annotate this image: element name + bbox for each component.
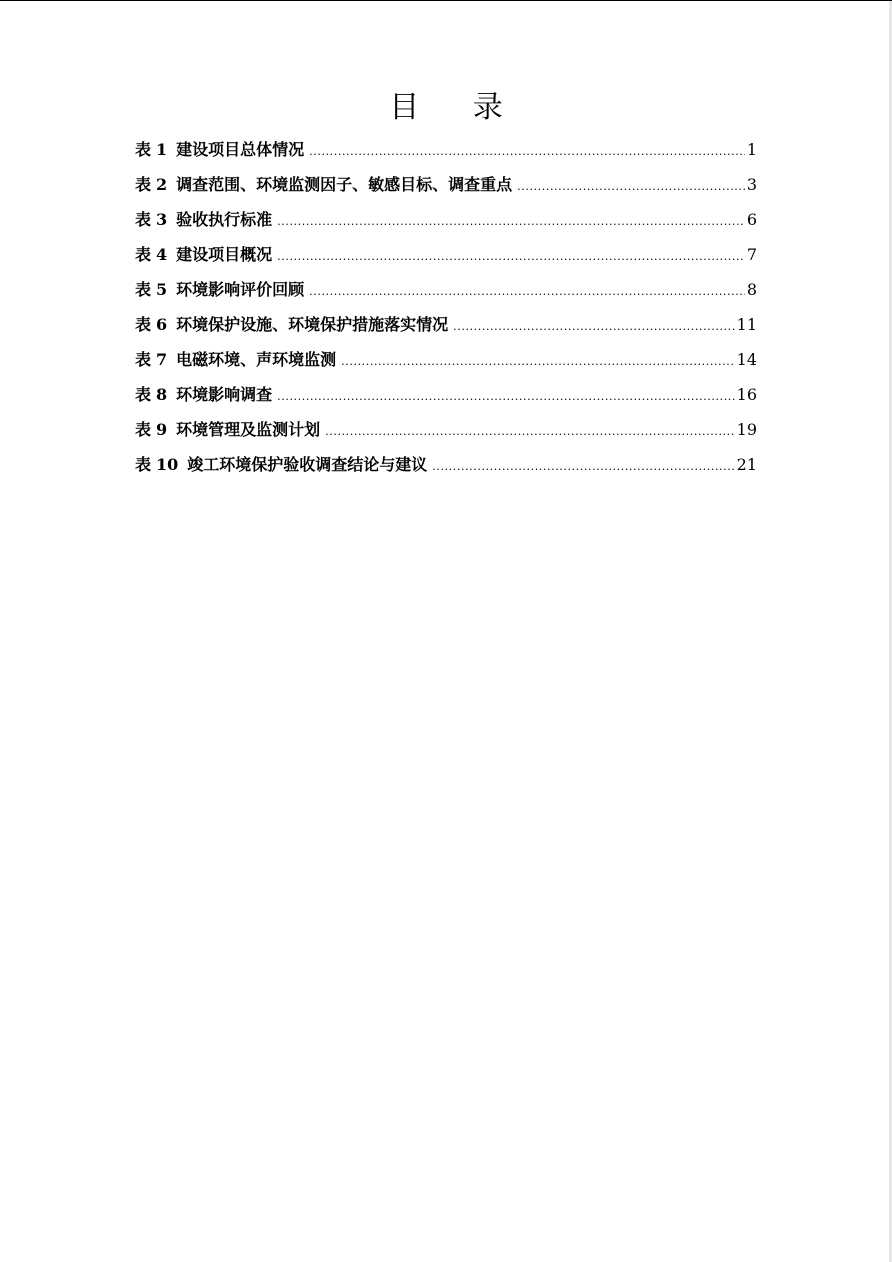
- toc-entry[interactable]: [135, 450, 757, 485]
- toc-page-number: 21: [736, 455, 757, 474]
- toc-entry-number: 10: [156, 455, 179, 474]
- toc-entry[interactable]: [135, 380, 757, 415]
- toc-page-number: 7: [746, 245, 757, 264]
- toc-dot-leader: [341, 347, 734, 377]
- toc-entry-number: 8: [156, 385, 168, 404]
- toc-entry[interactable]: [135, 240, 757, 275]
- toc-page-number: 16: [736, 385, 757, 404]
- toc-entry-prefix: 表: [135, 350, 152, 369]
- toc-entry-label: [135, 135, 304, 165]
- toc-entry-number: 5: [156, 280, 168, 299]
- toc-entry-text: 调查范围、环境监测因子、敏感目标、调查重点: [176, 175, 513, 194]
- toc-entry-prefix: 表: [135, 315, 152, 334]
- toc-dot-leader: [309, 277, 745, 307]
- toc-entry-text: 电磁环境、声环境监测: [176, 350, 337, 369]
- toc-page-number: 19: [736, 420, 757, 439]
- toc-entry-label: [135, 275, 304, 305]
- toc-title: 目 录: [389, 90, 525, 125]
- toc-entry-prefix: 表: [135, 175, 152, 194]
- toc-dot-leader: [277, 207, 745, 237]
- toc-entry-label: [135, 170, 512, 200]
- toc-entry[interactable]: [135, 275, 757, 310]
- toc-page-number: 6: [746, 210, 757, 229]
- toc-entry-label: [135, 205, 272, 235]
- toc-entry-prefix: 表: [135, 280, 152, 299]
- toc-entry-text: 环境管理及监测计划: [176, 420, 321, 439]
- toc-entry-text: 环境保护设施、环境保护措施落实情况: [176, 315, 449, 334]
- toc-entry-text: 验收执行标准: [176, 210, 273, 229]
- toc-entry-label: [135, 345, 336, 375]
- toc-dot-leader: [517, 172, 745, 202]
- toc-entry-number: 1: [156, 140, 168, 159]
- toc-entry-label: [135, 380, 272, 410]
- toc-entry-prefix: 表: [135, 455, 152, 474]
- toc-entry-number: 4: [156, 245, 168, 264]
- toc-dot-leader: [309, 137, 745, 167]
- toc-entry[interactable]: [135, 415, 757, 450]
- toc-entry[interactable]: [135, 135, 757, 170]
- toc-dot-leader: [453, 312, 734, 342]
- toc-entry-label: [135, 415, 320, 445]
- toc-entry-number: 2: [156, 175, 168, 194]
- toc-entry-label: [135, 450, 427, 480]
- toc-entry-text: 建设项目概况: [176, 245, 273, 264]
- toc-dot-leader: [432, 452, 734, 482]
- toc-entry[interactable]: [135, 345, 757, 380]
- toc-dot-leader: [277, 382, 734, 412]
- toc-entry[interactable]: [135, 310, 757, 345]
- toc-entry-number: 6: [156, 315, 168, 334]
- toc-entry-number: 3: [156, 210, 168, 229]
- toc-entry-prefix: 表: [135, 245, 152, 264]
- toc-entry-text: 建设项目总体情况: [176, 140, 305, 159]
- toc-entry-label: [135, 240, 272, 270]
- toc-entry-number: 7: [156, 350, 168, 369]
- toc-entry[interactable]: [135, 170, 757, 205]
- toc-entry-text: 竣工环境保护验收调查结论与建议: [187, 455, 428, 474]
- toc-entry-prefix: 表: [135, 420, 152, 439]
- toc-page-number: 8: [746, 280, 757, 299]
- toc-entry[interactable]: [135, 205, 757, 240]
- toc-page-number: 1: [746, 140, 757, 159]
- toc-entry-prefix: 表: [135, 210, 152, 229]
- toc-entry-text: 环境影响评价回顾: [176, 280, 305, 299]
- toc-entry-prefix: 表: [135, 385, 152, 404]
- toc-entry-prefix: 表: [135, 140, 152, 159]
- toc-entry-text: 环境影响调查: [176, 385, 273, 404]
- toc-page-number: 3: [746, 175, 757, 194]
- toc-entry-number: 9: [156, 420, 168, 439]
- toc-page-number: 11: [736, 315, 757, 334]
- toc-entry-label: [135, 310, 448, 340]
- toc-dot-leader: [277, 242, 745, 272]
- toc-page-number: 14: [736, 350, 757, 369]
- toc-list: [135, 135, 757, 485]
- toc-dot-leader: [325, 417, 734, 447]
- page-top-border: [0, 0, 892, 1]
